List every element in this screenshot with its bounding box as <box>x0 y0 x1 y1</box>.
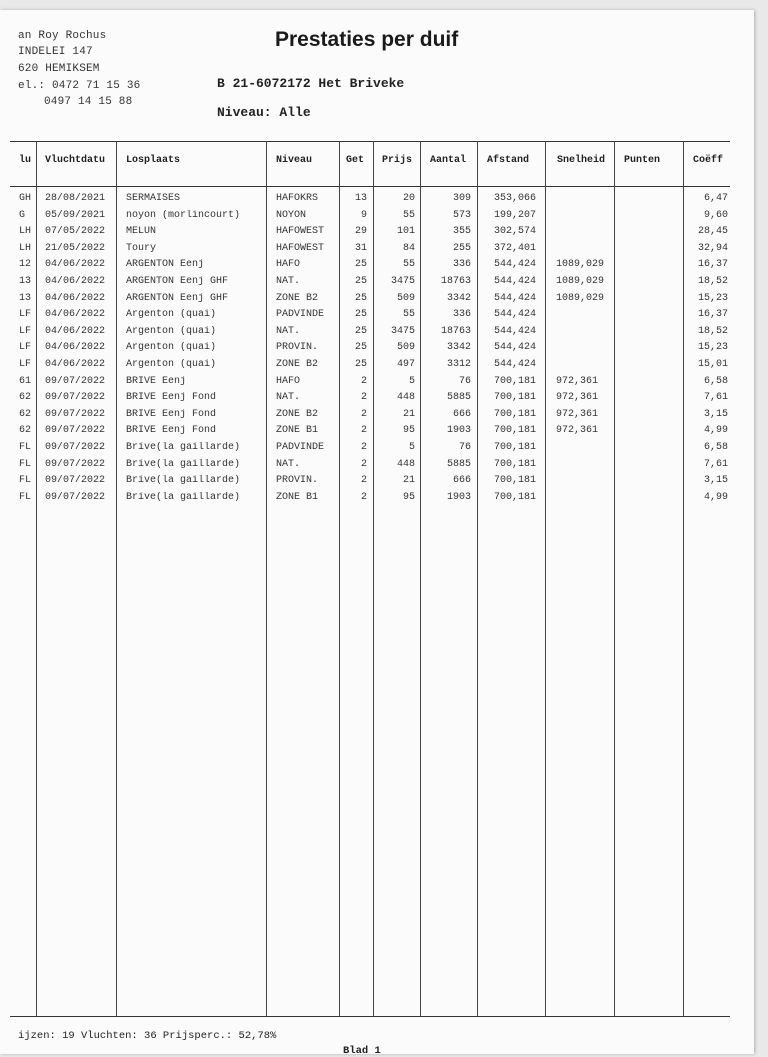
cell-lu: 12 <box>19 259 32 271</box>
table-row <box>0 475 754 491</box>
cell-prijs: 55 <box>402 259 415 271</box>
cell-coeff: 32,94 <box>697 242 728 254</box>
table-row <box>0 293 754 309</box>
col-header-aantal: Aantal <box>430 155 467 166</box>
cell-prijs: 21 <box>402 475 415 487</box>
cell-vluchtdatum: 04/06/2022 <box>45 309 106 321</box>
cell-lu: GH <box>19 193 32 204</box>
cell-niveau: ZONE B1 <box>276 425 319 437</box>
cell-prijs: 84 <box>402 242 415 254</box>
cell-lu: LF <box>19 325 32 337</box>
cell-aantal: 3342 <box>446 342 471 354</box>
cell-afstand: 700,181 <box>494 442 537 453</box>
cell-niveau: PADVINDE <box>276 309 325 321</box>
cell-aantal: 5885 <box>446 392 471 404</box>
cell-get: 2 <box>360 491 367 503</box>
cell-niveau: ZONE B2 <box>276 359 319 370</box>
cell-niveau: ZONE B2 <box>276 408 319 420</box>
cell-coeff: 7,61 <box>703 458 728 470</box>
cell-coeff: 18,52 <box>697 276 728 287</box>
cell-vluchtdatum: 04/06/2022 <box>45 325 106 337</box>
col-header-vluchtdatum: Vluchtdatu <box>45 155 106 166</box>
cell-afstand: 544,424 <box>494 359 537 370</box>
table-row <box>0 425 754 441</box>
cell-get: 2 <box>360 408 367 420</box>
cell-aantal: 666 <box>452 408 471 420</box>
cell-niveau: NOYON <box>276 209 307 221</box>
cell-coeff: 3,15 <box>703 408 728 420</box>
table-row <box>0 276 754 292</box>
col-header-lu: lu <box>19 155 32 166</box>
table-header-rule <box>10 186 730 187</box>
cell-get: 25 <box>354 292 367 304</box>
cell-get: 25 <box>354 309 367 321</box>
cell-snelheid: 1089,029 <box>556 259 605 271</box>
cell-lu: FL <box>19 491 32 503</box>
cell-aantal: 309 <box>452 193 471 204</box>
cell-get: 13 <box>354 193 367 204</box>
cell-afstand: 372,401 <box>494 242 537 254</box>
cell-coeff: 18,52 <box>697 325 728 337</box>
cell-lu: LF <box>19 359 32 370</box>
cell-vluchtdatum: 09/07/2022 <box>45 408 106 420</box>
cell-afstand: 700,181 <box>494 475 537 487</box>
table-row <box>0 326 754 342</box>
col-header-punten: Punten <box>624 155 661 166</box>
cell-aantal: 336 <box>452 259 471 271</box>
cell-prijs: 95 <box>402 491 415 503</box>
cell-prijs: 21 <box>402 408 415 420</box>
cell-losplaats: BRIVE Eenj Fond <box>126 408 217 420</box>
cell-lu: LF <box>19 309 32 321</box>
cell-niveau: PROVIN. <box>276 475 319 487</box>
cell-vluchtdatum: 09/07/2022 <box>45 442 106 453</box>
cell-lu: FL <box>19 442 32 453</box>
cell-prijs: 509 <box>396 342 415 354</box>
cell-niveau: HAFOWEST <box>276 242 325 254</box>
table-row <box>0 342 754 358</box>
cell-aantal: 355 <box>452 226 471 238</box>
cell-losplaats: Argenton (quai) <box>126 342 217 354</box>
cell-niveau: PROVIN. <box>276 342 319 354</box>
cell-losplaats: SERMAISES <box>126 193 181 204</box>
cell-prijs: 448 <box>396 458 415 470</box>
cell-lu: 13 <box>19 292 32 304</box>
cell-vluchtdatum: 21/05/2022 <box>45 242 106 254</box>
table-row <box>0 409 754 425</box>
report-sheet <box>0 10 754 1054</box>
table-row <box>0 442 754 458</box>
niveau-filter: Niveau: Alle <box>217 105 311 120</box>
cell-prijs: 3475 <box>390 276 415 287</box>
cell-get: 9 <box>360 209 367 221</box>
cell-coeff: 16,37 <box>697 309 728 321</box>
cell-prijs: 101 <box>396 226 415 238</box>
cell-prijs: 55 <box>402 309 415 321</box>
cell-afstand: 544,424 <box>494 342 537 354</box>
cell-lu: FL <box>19 458 32 470</box>
cell-coeff: 28,45 <box>697 226 728 238</box>
cell-afstand: 700,181 <box>494 458 537 470</box>
cell-lu: G <box>19 209 26 221</box>
cell-losplaats: Brive(la gaillarde) <box>126 491 241 503</box>
col-header-snelheid: Snelheid <box>557 155 606 166</box>
owner-phone1: el.: 0472 71 15 36 <box>18 80 141 92</box>
cell-prijs: 20 <box>402 193 415 204</box>
cell-losplaats: Argenton (quai) <box>126 309 217 321</box>
col-header-get: Get <box>346 155 365 166</box>
cell-get: 2 <box>360 375 367 387</box>
cell-afstand: 544,424 <box>494 259 537 271</box>
owner-street: INDELEI 147 <box>18 46 93 58</box>
cell-lu: 62 <box>19 425 32 437</box>
cell-prijs: 497 <box>396 359 415 370</box>
cell-aantal: 336 <box>452 309 471 321</box>
cell-get: 2 <box>360 392 367 404</box>
cell-snelheid: 972,361 <box>556 375 599 387</box>
cell-aantal: 76 <box>458 442 471 453</box>
cell-niveau: NAT. <box>276 325 301 337</box>
table-row <box>0 376 754 392</box>
cell-lu: LH <box>19 242 32 254</box>
table-top-rule <box>10 141 730 142</box>
cell-losplaats: ARGENTON Eenj GHF <box>126 292 229 304</box>
cell-coeff: 6,58 <box>703 442 728 453</box>
table-row <box>0 243 754 259</box>
cell-coeff: 3,15 <box>703 475 728 487</box>
table-row <box>0 259 754 275</box>
cell-niveau: HAFO <box>276 259 301 271</box>
cell-prijs: 509 <box>396 292 415 304</box>
cell-aantal: 18763 <box>440 276 471 287</box>
cell-get: 25 <box>354 325 367 337</box>
cell-losplaats: noyon (morlincourt) <box>126 209 241 221</box>
cell-losplaats: Brive(la gaillarde) <box>126 442 241 453</box>
cell-coeff: 16,37 <box>697 259 728 271</box>
cell-niveau: HAFOKRS <box>276 193 319 204</box>
cell-snelheid: 972,361 <box>556 425 599 437</box>
cell-aantal: 1903 <box>446 491 471 503</box>
cell-vluchtdatum: 04/06/2022 <box>45 342 106 354</box>
cell-niveau: NAT. <box>276 458 301 470</box>
cell-losplaats: Toury <box>126 242 157 254</box>
cell-losplaats: MELUN <box>126 226 157 238</box>
cell-aantal: 666 <box>452 475 471 487</box>
cell-losplaats: ARGENTON Eenj GHF <box>126 276 229 287</box>
cell-vluchtdatum: 04/06/2022 <box>45 259 106 271</box>
cell-aantal: 3312 <box>446 359 471 370</box>
cell-snelheid: 1089,029 <box>556 292 605 304</box>
cell-afstand: 700,181 <box>494 491 537 503</box>
cell-coeff: 6,58 <box>703 375 728 387</box>
cell-lu: 62 <box>19 408 32 420</box>
cell-get: 29 <box>354 226 367 238</box>
owner-phone2: 0497 14 15 88 <box>44 96 133 108</box>
page-label: Blad 1 <box>343 1045 381 1057</box>
cell-lu: LH <box>19 226 32 238</box>
cell-vluchtdatum: 09/07/2022 <box>45 375 106 387</box>
cell-niveau: HAFOWEST <box>276 226 325 238</box>
col-header-losplaats: Losplaats <box>126 155 181 166</box>
cell-losplaats: BRIVE Eenj Fond <box>126 425 217 437</box>
cell-afstand: 700,181 <box>494 408 537 420</box>
table-row <box>0 392 754 408</box>
cell-lu: 13 <box>19 276 32 287</box>
cell-aantal: 255 <box>452 242 471 254</box>
cell-coeff: 4,99 <box>703 491 728 503</box>
cell-afstand: 544,424 <box>494 309 537 321</box>
col-header-prijs: Prijs <box>382 155 413 166</box>
table-row <box>0 492 754 508</box>
cell-coeff: 15,23 <box>697 292 728 304</box>
cell-get: 2 <box>360 475 367 487</box>
cell-get: 25 <box>354 259 367 271</box>
cell-afstand: 700,181 <box>494 425 537 437</box>
cell-snelheid: 1089,029 <box>556 276 605 287</box>
col-header-afstand: Afstand <box>487 155 530 166</box>
cell-prijs: 5 <box>408 375 415 387</box>
table-row <box>0 193 754 209</box>
report-title: Prestaties per duif <box>275 28 459 51</box>
cell-aantal: 1903 <box>446 425 471 437</box>
cell-lu: 62 <box>19 392 32 404</box>
cell-prijs: 5 <box>408 442 415 453</box>
cell-losplaats: ARGENTON Eenj <box>126 259 205 271</box>
cell-losplaats: BRIVE Eenj Fond <box>126 392 217 404</box>
cell-prijs: 95 <box>402 425 415 437</box>
cell-get: 25 <box>354 359 367 370</box>
cell-niveau: NAT. <box>276 276 301 287</box>
cell-losplaats: Argenton (quai) <box>126 359 217 370</box>
cell-get: 31 <box>354 242 367 254</box>
cell-aantal: 3342 <box>446 292 471 304</box>
cell-prijs: 3475 <box>390 325 415 337</box>
cell-aantal: 76 <box>458 375 471 387</box>
cell-coeff: 7,61 <box>703 392 728 404</box>
cell-afstand: 544,424 <box>494 325 537 337</box>
cell-vluchtdatum: 09/07/2022 <box>45 458 106 470</box>
cell-coeff: 9,60 <box>703 209 728 221</box>
cell-niveau: ZONE B1 <box>276 491 319 503</box>
cell-aantal: 18763 <box>440 325 471 337</box>
cell-lu: LF <box>19 342 32 354</box>
cell-lu: FL <box>19 475 32 487</box>
cell-losplaats: Argenton (quai) <box>126 325 217 337</box>
cell-afstand: 302,574 <box>494 226 537 238</box>
cell-vluchtdatum: 04/06/2022 <box>45 276 106 287</box>
cell-niveau: PADVINDE <box>276 442 325 453</box>
cell-get: 25 <box>354 276 367 287</box>
table-row <box>0 359 754 375</box>
cell-lu: 61 <box>19 375 32 387</box>
table-row <box>0 210 754 226</box>
cell-afstand: 353,066 <box>494 193 537 204</box>
cell-afstand: 544,424 <box>494 292 537 304</box>
summary-footer: ijzen: 19 Vluchten: 36 Prijsperc.: 52,78% <box>18 1030 277 1042</box>
col-header-niveau: Niveau <box>276 155 313 166</box>
owner-name: an Roy Rochus <box>18 30 107 42</box>
cell-vluchtdatum: 05/09/2021 <box>45 209 106 221</box>
cell-losplaats: Brive(la gaillarde) <box>126 475 241 487</box>
cell-vluchtdatum: 28/08/2021 <box>45 193 106 204</box>
cell-afstand: 700,181 <box>494 375 537 387</box>
cell-afstand: 700,181 <box>494 392 537 404</box>
cell-get: 2 <box>360 425 367 437</box>
cell-niveau: HAFO <box>276 375 301 387</box>
table-row <box>0 459 754 475</box>
cell-afstand: 199,207 <box>494 209 537 221</box>
cell-vluchtdatum: 09/07/2022 <box>45 475 106 487</box>
cell-get: 25 <box>354 342 367 354</box>
cell-losplaats: Brive(la gaillarde) <box>126 458 241 470</box>
pigeon-id: B 21-6072172 Het Briveke <box>217 76 405 91</box>
owner-city: 620 HEMIKSEM <box>18 63 100 75</box>
cell-afstand: 544,424 <box>494 276 537 287</box>
cell-vluchtdatum: 09/07/2022 <box>45 392 106 404</box>
cell-vluchtdatum: 09/07/2022 <box>45 491 106 503</box>
cell-coeff: 6,47 <box>703 193 728 204</box>
cell-vluchtdatum: 04/06/2022 <box>45 359 106 370</box>
cell-prijs: 448 <box>396 392 415 404</box>
table-bottom-rule <box>10 1016 730 1017</box>
cell-coeff: 15,01 <box>697 359 728 370</box>
cell-snelheid: 972,361 <box>556 392 599 404</box>
cell-vluchtdatum: 07/05/2022 <box>45 226 106 238</box>
table-row <box>0 309 754 325</box>
cell-niveau: NAT. <box>276 392 301 404</box>
cell-coeff: 15,23 <box>697 342 728 354</box>
col-header-coeff: Coëff <box>693 155 724 166</box>
cell-get: 2 <box>360 442 367 453</box>
cell-aantal: 5885 <box>446 458 471 470</box>
cell-aantal: 573 <box>452 209 471 221</box>
cell-get: 2 <box>360 458 367 470</box>
cell-losplaats: BRIVE Eenj <box>126 375 187 387</box>
table-row <box>0 226 754 242</box>
cell-coeff: 4,99 <box>703 425 728 437</box>
cell-vluchtdatum: 04/06/2022 <box>45 292 106 304</box>
cell-snelheid: 972,361 <box>556 408 599 420</box>
cell-niveau: ZONE B2 <box>276 292 319 304</box>
cell-vluchtdatum: 09/07/2022 <box>45 425 106 437</box>
cell-prijs: 55 <box>402 209 415 221</box>
